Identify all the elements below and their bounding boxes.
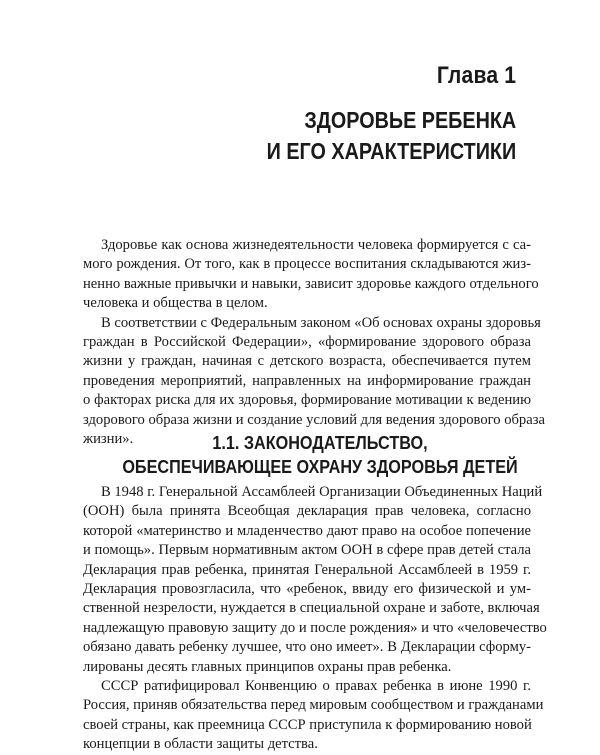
text-line: (ООН) была принята Всеобщая декларация прав человека, согласно	[83, 503, 531, 520]
text-line: жизни».	[83, 431, 134, 448]
text-line: лированы десять главных принципов охраны прав ребенка.	[83, 658, 452, 675]
text-line: Россия, приняв обязательства перед мировым сообществом и гражданами	[83, 697, 544, 714]
text-line: Здоровье как основа жизнедеятельности человека формируется с са-	[101, 237, 531, 253]
text-line: которой «материнство и младенчество дают право на особое попечение	[83, 522, 531, 539]
section-text	[83, 483, 547, 755]
intro-text	[83, 236, 545, 449]
chapter-title-line: ЗДОРОВЬЕ РЕБЕНКА	[304, 107, 516, 133]
text-line: В 1948 г. Генеральной Ассамблеей Организации Объединенных Наций	[101, 484, 543, 500]
chapter-label: Глава 1	[436, 62, 516, 89]
text-line: проведения мероприятий, направленных на информирование граждан	[83, 372, 531, 389]
text-line: о факторах риска для их здоровья, формирование мотивации к ведению	[83, 392, 531, 409]
chapter-title-line: И ЕГО ХАРАКТЕРИСТИКИ	[266, 138, 516, 164]
text-line: ненно важные привычки и навыки, зависит здоровье каждого отдельного	[83, 275, 539, 292]
text-line: Декларация прав ребенка, принятая Генеральной Ассамблеей в 1959 г.	[83, 561, 531, 578]
text-line: обязано давать ребенку лучшее, что оно имеет». В Декларации сформу-	[83, 639, 531, 656]
text-line: мого рождения. От того, как в процессе воспитания складываются жиз-	[83, 256, 531, 273]
text-line: В соответствии с Федеральным законом «Об основах охраны здоровья	[101, 314, 541, 331]
text-line: концепции в области защиты детства.	[83, 736, 318, 753]
text-line: надлежащую правовую защиту до и после рождения» и что «человечество	[83, 619, 547, 636]
text-line: ственной незрелости, нуждается в специальной охране и заботе, включая	[83, 600, 540, 617]
text-line: и помощь». Первым нормативным актом ООН в сфере прав детей стала	[83, 542, 531, 559]
text-line: своей страны, как преемница СССР приступила к формированию новой	[83, 716, 532, 733]
chapter-title	[266, 105, 516, 167]
text-line: граждан в Российской Федерации», «формирование здорового образа	[83, 334, 531, 351]
section-title	[68, 431, 572, 479]
text-line: жизни у граждан, начиная с детского возраста, обеспечивается путем	[83, 353, 531, 370]
text-line: СССР ратифицировал Конвенцию о правах ребенка в июне 1990 г.	[101, 678, 531, 695]
section-title-line: 1.1. ЗАКОНОДАТЕЛЬСТВО,	[212, 433, 428, 453]
text-line: здорового образа жизни и создание условий для ведения здорового образа	[83, 411, 545, 428]
text-line: человека и общества в целом.	[83, 295, 268, 312]
section-title-line: ОБЕСПЕЧИВАЮЩЕЕ ОХРАНУ ЗДОРОВЬЯ ДЕТЕЙ	[122, 457, 518, 477]
text-line: Декларация провозгласила, что «ребенок, ввиду его физической и ум-	[83, 581, 531, 598]
